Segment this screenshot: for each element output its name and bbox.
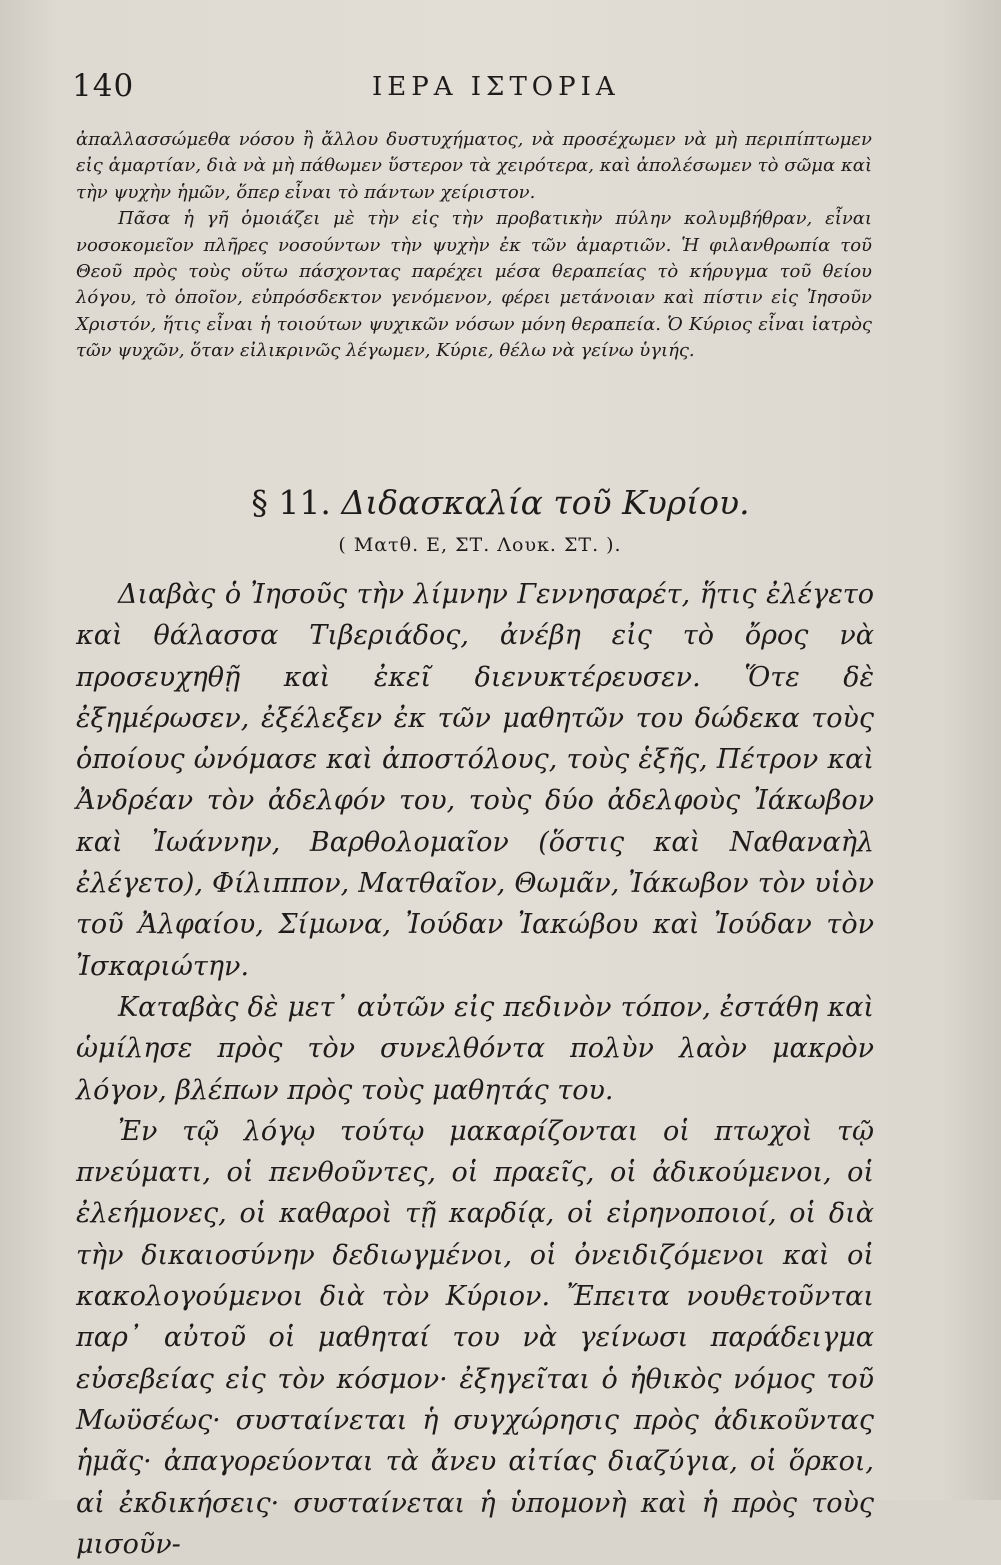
main-text [76, 574, 874, 1565]
section-heading [0, 483, 1001, 522]
section-reference: ( Ματθ. Ε, ΣΤ. Λουκ. ΣΤ. ). [338, 534, 622, 556]
main-paragraph-1: Διαβὰς ὁ Ἰησοῦς τὴν λίμνην Γεννησαρέτ, ἥτις ἐλέγετο καὶ θάλασσα Τιβεριάδος, ἀνέβη εἰς τὸ ὄρος νὰ προσευχηθῇ καὶ ἐκεῖ διενυκτέρευσεν. Ὅτε δὲ ἐξημέρωσεν, ἐξέλεξεν ἐκ τῶν μαθητῶν του δώδεκα τοὺς ὁποίους ὠνόμασε καὶ ἀποστόλους, τοὺς ἑξῆς, Πέτρον καὶ Ἀνδρέαν τὸν ἀδελφόν του, τοὺς δύο ἀδελφοὺς Ἰάκωβον καὶ Ἰωάννην, Βαρθολομαῖον (ὅστις καὶ Ναθαναὴλ ἐλέγετο), Φίλιππον, Ματθαῖον, Θωμᾶν, Ἰάκωβον τὸν υἱὸν τοῦ Ἀλφαίου, Σίμωνα, Ἰούδαν Ἰακώβου καὶ Ἰούδαν τὸν Ἰσκαριώτην. [76, 579, 874, 982]
section-symbol: § [251, 483, 268, 522]
intro-text [76, 127, 872, 365]
running-title: ΙΕΡΑ ΙΣΤΟΡΙΑ [372, 72, 620, 102]
intro-paragraph-1: ἀπαλλασσώμεθα νόσου ἢ ἄλλου δυστυχήματος, νὰ προσέχωμεν νὰ μὴ περιπίπτωμεν εἰς ἁμαρτίαν, διὰ νὰ μὴ πάθωμεν ὕστερον τὰ χειρότερα, καὶ ἀπολέσωμεν τὸ σῶμα καὶ τὴν ψυχὴν ἡμῶν, ὅπερ εἶναι τὸ πάντων χείριστον. [76, 129, 872, 203]
main-paragraph-2: Καταβὰς δὲ μετ᾽ αὐτῶν εἰς πεδινὸν τόπον, ἐστάθη καὶ ὡμίλησε πρὸς τὸν συνελθόντα πολὺν λαὸν μακρὸν λόγον, βλέπων πρὸς τοὺς μαθητάς του. [76, 991, 874, 1106]
section-number: 11. [278, 483, 331, 522]
section-title: Διδασκαλία τοῦ Κυρίου. [341, 483, 750, 522]
main-paragraph-3: Ἐν τῷ λόγῳ τούτῳ μακαρίζονται οἱ πτωχοὶ τῷ πνεύματι, οἱ πενθοῦντες, οἱ πραεῖς, οἱ ἀδικούμενοι, οἱ ἐλεήμονες, οἱ καθαροὶ τῇ καρδίᾳ, οἱ εἰρηνοποιοί, οἱ διὰ τὴν δικαιοσύνην δεδιωγμένοι, οἱ ὀνειδιζόμενοι καὶ οἱ κακολογούμενοι διὰ τὸν Κύριον. Ἔπειτα νουθετοῦνται παρ᾽ αὐτοῦ οἱ μαθηταί του νὰ γείνωσι παράδειγμα εὐσεβείας εἰς τὸν κόσμον· ἐξηγεῖται ὁ ἠθικὸς νόμος τοῦ Μωϋσέως· συσταίνεται ἡ συγχώρησις πρὸς ἀδικοῦντας ἡμᾶς· ἀπαγορεύονται τὰ ἄνευ αἰτίας διαζύγια, οἱ ὅρκοι, αἱ ἐκδικήσεις· συσταίνεται ἡ ὑπομονὴ καὶ ἡ πρὸς τοὺς μισοῦν- [76, 1115, 874, 1560]
page-header [72, 68, 902, 118]
page-number: 140 [72, 68, 135, 104]
intro-paragraph-2: Πᾶσα ἡ γῆ ὁμοιάζει μὲ τὴν εἰς τὴν προβατικὴν πύλην κολυμβήθραν, εἶναι νοσοκομεῖον πλῆρες νοσούντων τὴν ψυχὴν ἐκ τῶν ἁμαρτιῶν. Ἡ φιλανθρωπία τοῦ Θεοῦ πρὸς τοὺς οὕτω πάσχοντας παρέχει μέσα θεραπείας τὸ κήρυγμα τοῦ θείου λόγου, τὸ ὁποῖον, εὐπρόσδεκτον γενόμενον, φέρει μετάνοιαν καὶ πίστιν εἰς Ἰησοῦν Χριστόν, ἥτις εἶναι ἡ τοιούτων ψυχικῶν νόσων μόνη θεραπεία. Ὁ Κύριος εἶναι ἰατρὸς τῶν ψυχῶν, ὅταν εἰλικρινῶς λέγωμεν, Κύριε, θέλω νὰ γείνω ὑγιής. [76, 208, 872, 362]
